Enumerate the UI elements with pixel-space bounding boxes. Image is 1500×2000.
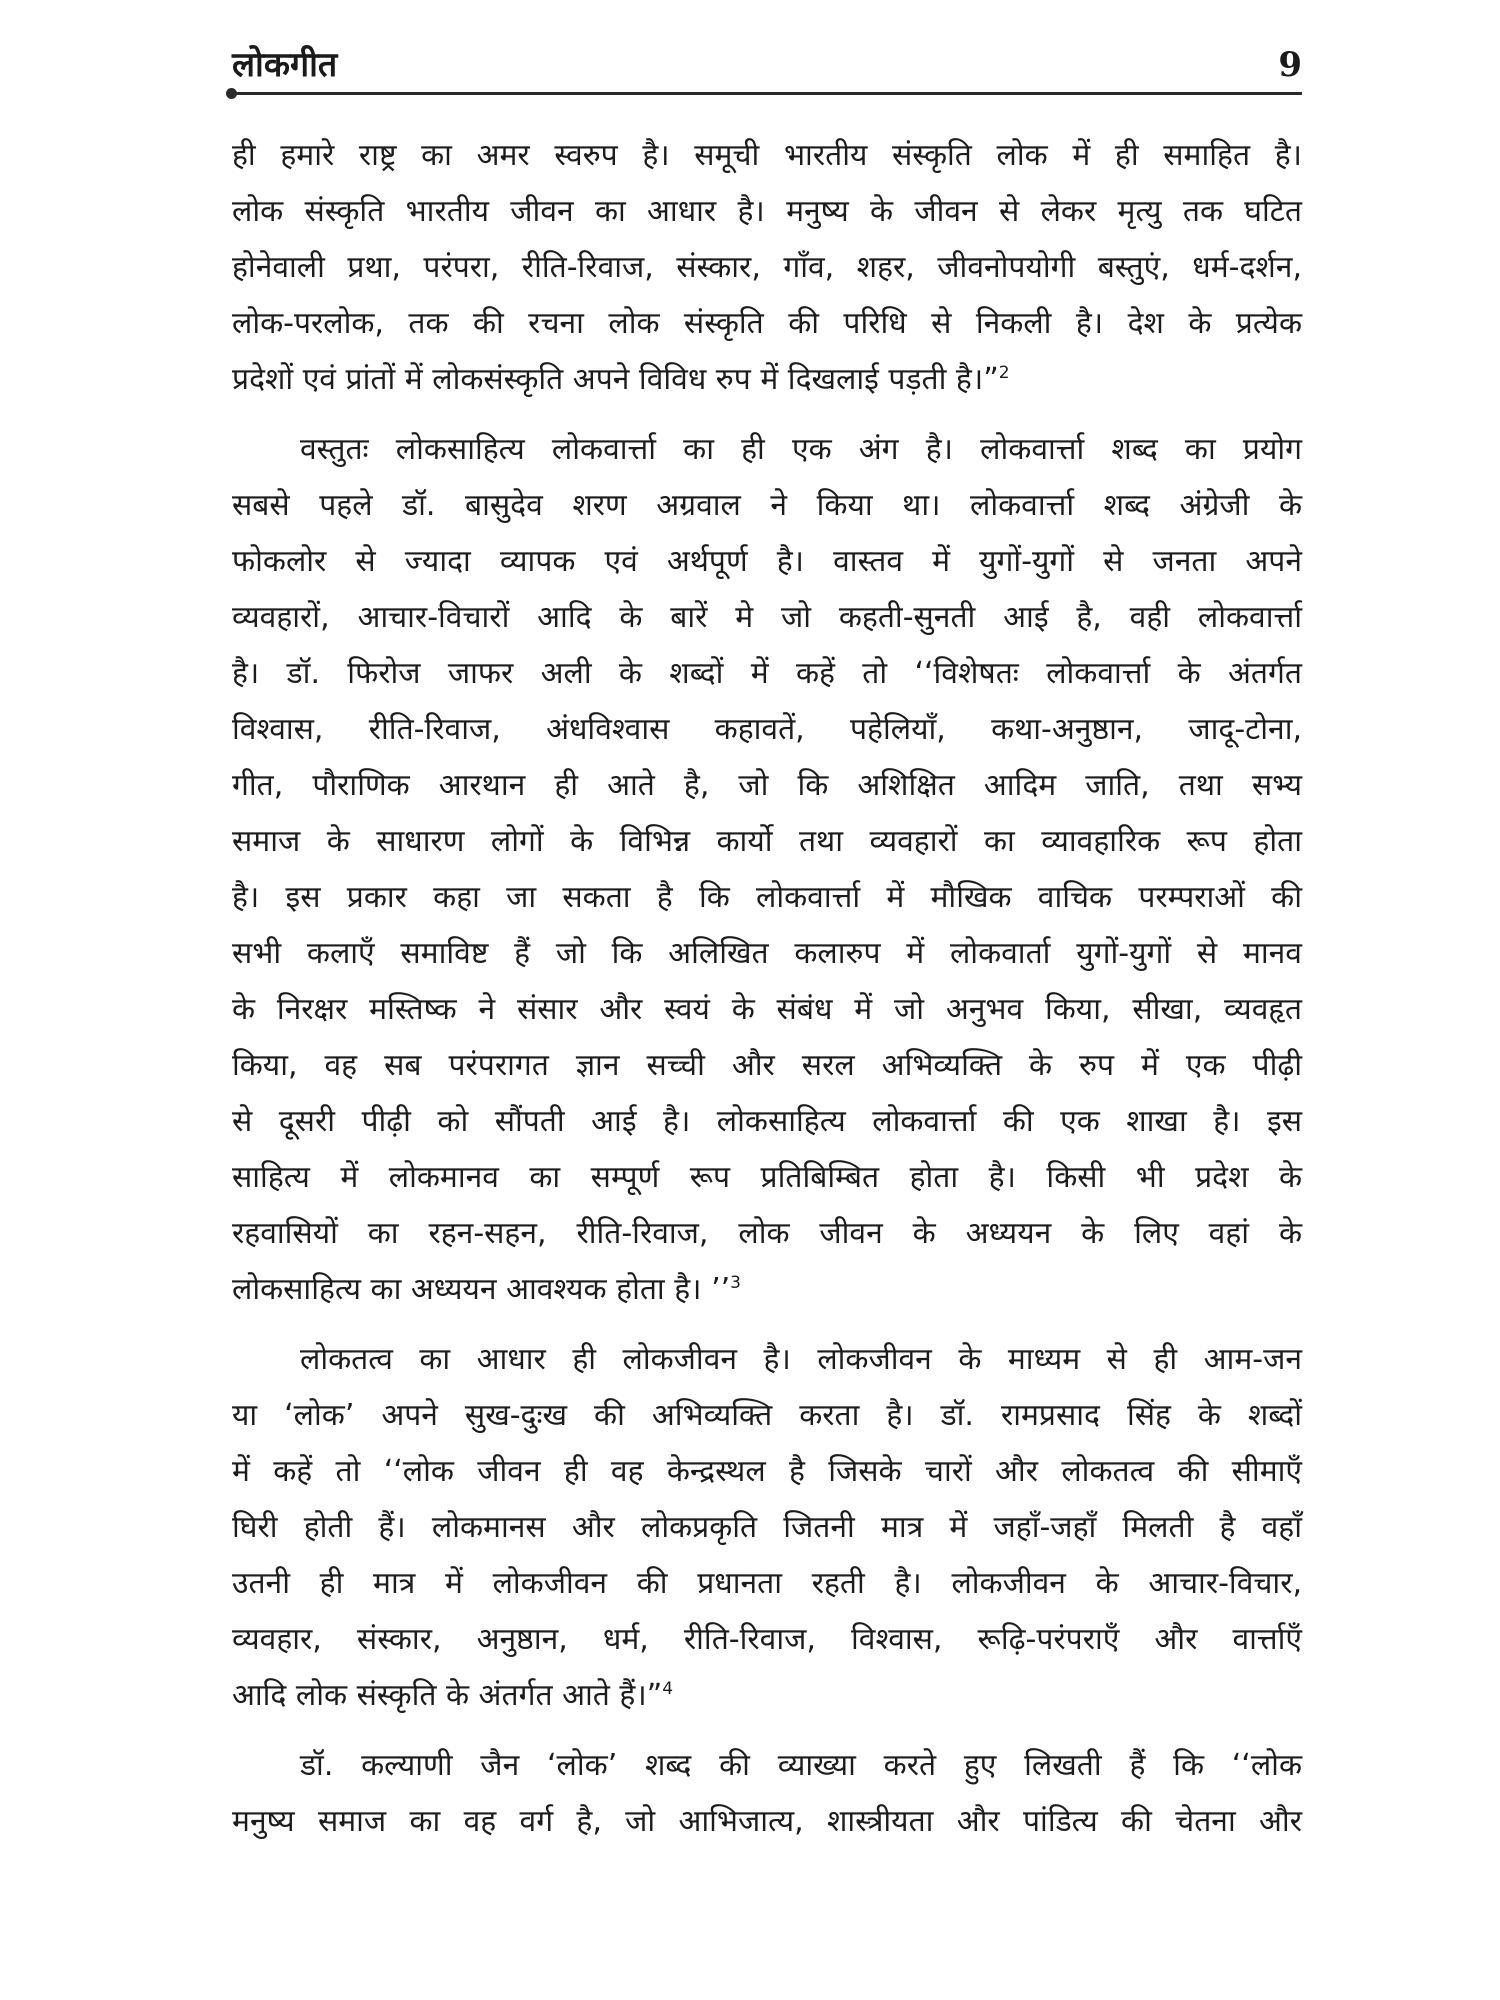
text-line: है। इस प्रकार कहा जा सकता है कि लोकवार्त्ता में मौखिक वाचिक परम्पराओं की <box>232 880 1302 915</box>
text-line: लोक-परलोक, तक की रचना लोक संस्कृति की परिधि से निकली है। देश के प्रत्येक <box>232 306 1302 341</box>
text-line: गीत, पौराणिक आरथान ही आते है, जो कि अशिक्षित आदिम जाति, तथा सभ्य <box>232 768 1302 803</box>
text-line: सबसे पहले डॉ. बासुदेव शरण अग्रवाल ने किया था। लोकवार्त्ता शब्द अंग्रेजी के <box>232 488 1302 523</box>
text-line: के निरक्षर मस्तिष्क ने संसार और स्वयं के संबंध में जो अनुभव किया, सीखा, व्यवहृत <box>232 992 1302 1027</box>
text-line: ही हमारे राष्ट्र का अमर स्वरुप है। समूची भारतीय संस्कृति लोक में ही समाहित है। <box>232 138 1302 173</box>
paragraph-2 <box>232 422 1302 1318</box>
footnote-marker: 4 <box>662 1679 674 1699</box>
paragraph-4 <box>232 1738 1302 1850</box>
text-line: में कहें तो ‘‘लोक जीवन ही वह केन्द्रस्थल है जिसके चारों और लोकतत्व की सीमाएँ <box>232 1454 1302 1489</box>
text-line: लोकतत्व का आधार ही लोकजीवन है। लोकजीवन के माध्यम से ही आम-जन <box>300 1342 1302 1377</box>
text-line: घिरी होती हैं। लोकमानस और लोकप्रकृति जितनी मात्र में जहाँ-जहाँ मिलती है वहाँ <box>232 1510 1302 1545</box>
running-title: लोकगीत <box>232 45 338 85</box>
text-line: वस्तुतः लोकसाहित्य लोकवार्त्ता का ही एक अंग है। लोकवार्त्ता शब्द का प्रयोग <box>300 432 1302 467</box>
text-line: या ‘लोक’ अपने सुख-दुःख की अभिव्यक्ति करता है। डॉ. रामप्रसाद सिंह के शब्दों <box>232 1398 1302 1433</box>
text-line-final <box>232 1668 1302 1724</box>
body-text <box>232 128 1302 1850</box>
text-line: से दूसरी पीढ़ी को सौंपती आई है। लोकसाहित्य लोकवार्त्ता की एक शाखा है। इस <box>232 1104 1302 1139</box>
text-line: डॉ. कल्याणी जैन ‘लोक’ शब्द की व्याख्या करते हुए लिखती हैं कि ‘‘लोक <box>300 1748 1302 1783</box>
text-line: व्यवहारों, आचार-विचारों आदि के बारें मे जो कहती-सुनती आई है, वही लोकवार्त्ता <box>232 600 1302 635</box>
page-number: 9 <box>1278 45 1302 85</box>
footnote-marker: 3 <box>730 1273 741 1293</box>
text-line-content: लोकसाहित्य का अध्ययन आवश्यक होता है। ’’ <box>232 1272 731 1307</box>
text-line: रहवासियों का रहन-सहन, रीति-रिवाज, लोक जीवन के अध्ययन के लिए वहां के <box>232 1216 1302 1251</box>
header-rule <box>232 92 1302 95</box>
text-line: है। डॉ. फिरोज जाफर अली के शब्दों में कहें तो ‘‘विशेषतः लोकवार्त्ता के अंतर्गत <box>232 656 1302 691</box>
text-line-final <box>232 1262 1302 1318</box>
text-line-content: प्रदेशों एवं प्रांतों में लोकसंस्कृति अपने विविध रुप में दिखलाई पड़ती है।” <box>232 362 999 397</box>
text-line: लोक संस्कृति भारतीय जीवन का आधार है। मनुष्य के जीवन से लेकर मृत्यु तक घटित <box>232 194 1302 229</box>
text-line-final <box>232 352 1302 408</box>
paragraph-1 <box>232 128 1302 408</box>
text-line-content: आदि लोक संस्कृति के अंतर्गत आते हैं।” <box>232 1678 663 1713</box>
text-line: विश्वास, रीति-रिवाज, अंधविश्वास कहावतें, पहेलियाँ, कथा-अनुष्ठान, जादू-टोना, <box>232 712 1302 747</box>
text-line: मनुष्य समाज का वह वर्ग है, जो आभिजात्य, शास्त्रीयता और पांडित्य की चेतना और <box>232 1804 1302 1839</box>
text-line: साहित्य में लोकमानव का सम्पूर्ण रूप प्रतिबिम्बित होता है। किसी भी प्रदेश के <box>232 1160 1302 1195</box>
page-header <box>232 40 1302 90</box>
text-line: फोकलोर से ज्यादा व्यापक एवं अर्थपूर्ण है। वास्तव में युगों-युगों से जनता अपने <box>232 544 1302 579</box>
text-line: किया, वह सब परंपरागत ज्ञान सच्ची और सरल अभिव्यक्ति के रुप में एक पीढ़ी <box>232 1048 1302 1083</box>
text-line: सभी कलाएँ समाविष्ट हैं जो कि अलिखित कलारुप में लोकवार्ता युगों-युगों से मानव <box>232 936 1302 971</box>
text-line: समाज के साधारण लोगों के विभिन्न कार्यो तथा व्यवहारों का व्यावहारिक रूप होता <box>232 824 1302 859</box>
text-line: व्यवहार, संस्कार, अनुष्ठान, धर्म, रीति-रिवाज, विश्वास, रूढ़ि-परंपराएँ और वार्त्ताएँ <box>232 1622 1302 1657</box>
text-line: होनेवाली प्रथा, परंपरा, रीति-रिवाज, संस्कार, गाँव, शहर, जीवनोपयोगी बस्तुएं, धर्म-दर्शन, <box>232 250 1302 285</box>
footnote-marker: 2 <box>998 363 1010 383</box>
text-line: उतनी ही मात्र में लोकजीवन की प्रधानता रहती है। लोकजीवन के आचार-विचार, <box>232 1566 1302 1601</box>
paragraph-3 <box>232 1332 1302 1724</box>
